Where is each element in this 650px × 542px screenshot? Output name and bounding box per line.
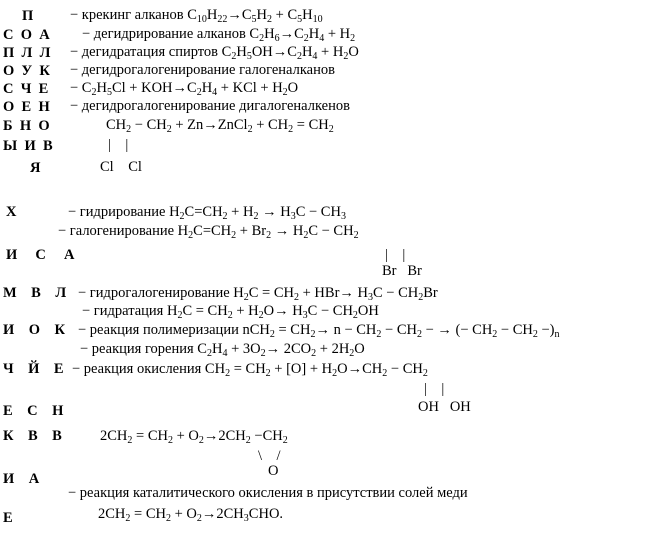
reaction-line: Cl Cl xyxy=(100,159,142,175)
reaction-line: − дегидрогалогенирование дигалогеналкенов xyxy=(70,98,350,114)
reaction-line: OH OH xyxy=(418,399,471,415)
reaction-line: $2CH_2 = CH_2 + O_2\to 2CH_2 -CH_2$ xyxy=(100,428,288,446)
reaction-line: − реакция окисления $CH_2 = CH_2 + [O] + H_2O\to CH_2 - CH_2$ xyxy=(72,361,428,379)
side-letters-3-0: К В В xyxy=(3,428,62,444)
reaction-line: − крекинг алканов $C_{10}H_{22}\to C_5H_2 + C_5H_{10}$ xyxy=(70,7,323,25)
reaction-line: − дегидрогалогенирование галогеналканов xyxy=(70,62,335,78)
reaction-line: − галогенирование $H_2C=CH_2 + Br_2 \to H_2C - CH_2$ xyxy=(58,223,359,241)
side-letters-1-0: Х xyxy=(6,204,17,220)
reaction-line: − дегидратация спиртов $C_2H_5OH\to C_2H_4 + H_2O$ xyxy=(70,44,359,62)
reaction-line: O xyxy=(268,463,279,479)
reaction-line: | | xyxy=(424,381,445,397)
side-letters-0-8: Я xyxy=(30,160,41,176)
side-letters-2-0: М В Л xyxy=(3,285,67,301)
side-letters-0-0: П xyxy=(22,8,34,24)
reaction-line: − гидрирование $H_2C=CH_2 + H_2 \to H_3C - CH_3$ xyxy=(68,204,346,222)
reaction-line: $CH_2 - CH_2$ + Zn→ZnCl$_2$ + $CH_2 = CH_2$ xyxy=(106,117,334,135)
reaction-line: − реакция горения $C_2H_4 + 3O_2\to 2CO_2 + 2H_2O$ xyxy=(80,341,365,359)
side-letters-0-6: Б Н О xyxy=(3,118,50,134)
side-letters-1-1: И С А xyxy=(6,247,75,263)
side-letters-0-5: О Е Н xyxy=(3,99,50,115)
reaction-line: − гидратация $H_2C = CH_2 + H_2O\to H_3C - CH_2OH$ xyxy=(82,303,379,321)
side-letters-2-1: И О К xyxy=(3,322,66,338)
reaction-line: $2CH_2 = CH_2 + O_2\to 2CH_3CHO$. xyxy=(98,506,284,524)
reaction-line: − реакция полимеризации $nCH_2 = CH_2\to n - CH_2 - CH_2$ − → (− $CH_2 - CH_2 -)_n$ xyxy=(78,322,560,340)
reaction-line: | | xyxy=(108,137,129,153)
side-letters-2-2: Ч Й Е xyxy=(3,361,64,377)
side-letters-0-7: Ы И В xyxy=(3,138,53,154)
side-letters-3-2: Е xyxy=(3,510,13,526)
reaction-line: − $C_2H_5Cl + KOH\to C_2H_4$ + KCl + $H_2O$ xyxy=(70,80,299,98)
side-letters-0-3: О У К xyxy=(3,63,50,79)
side-letters-0-2: П Л Л xyxy=(3,45,51,61)
reaction-line: − гидрогалогенирование $H_2C = CH_2 + HBr\to H_3C - CH_2Br$ xyxy=(78,285,438,303)
reaction-line: Br Br xyxy=(382,263,422,279)
side-letters-2-3: Е С Н xyxy=(3,403,64,419)
side-letters-3-1: И А xyxy=(3,471,40,487)
side-letters-0-1: С О А xyxy=(3,27,50,43)
side-letters-0-4: С Ч Е xyxy=(3,81,49,97)
reaction-line: − дегидрирование алканов $C_2H_6\to C_2H_4 + H_2$ xyxy=(82,26,356,44)
reaction-line: − реакция каталитического окисления в присутствии солей меди xyxy=(68,485,468,501)
reaction-line: | | xyxy=(385,247,406,263)
reaction-line: \ / xyxy=(258,448,281,464)
